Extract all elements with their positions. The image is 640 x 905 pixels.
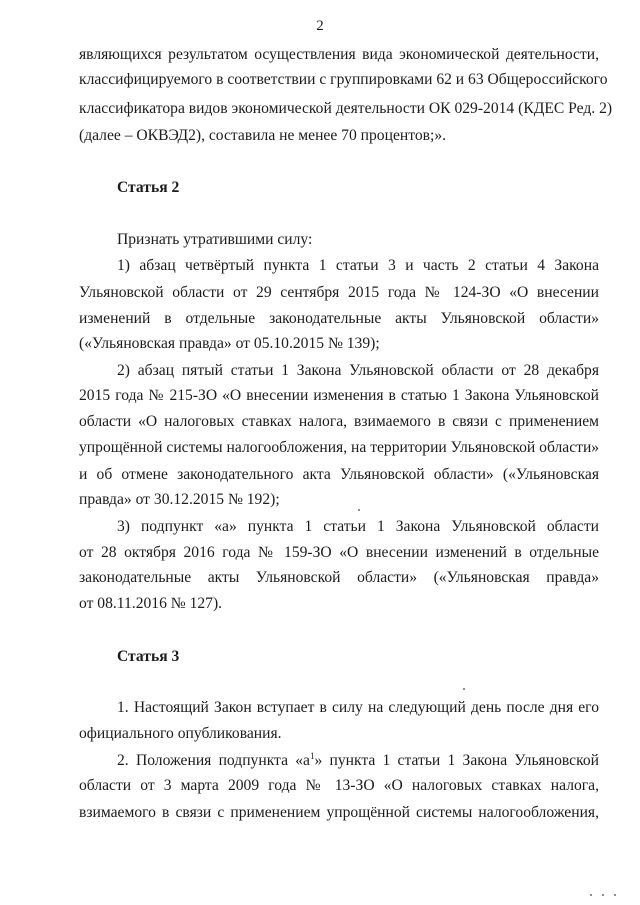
article-3-heading: Статья 3 (117, 648, 180, 665)
text-line: Ульяновской области от 29 сентября 2015 года № 124-ЗО «О внесении (79, 284, 599, 301)
article-2-heading: Статья 2 (117, 179, 180, 196)
text-line: изменений в отдельные законодательные акты Ульяновской области» (79, 310, 599, 327)
text-line: и об отмене законодательного акта Ульяновской области» («Ульяновская (79, 466, 599, 483)
text-line: 2) абзац пятый статьи 1 Закона Ульяновской области от 28 декабря (117, 362, 599, 379)
text-line: области от 3 марта 2009 года № 13-ЗО «О налоговых ставках налога, (79, 777, 599, 794)
scan-speck (358, 509, 360, 511)
text-line: 1) абзац четвёртый пункта 1 статьи 3 и часть 2 статьи 4 Закона (117, 257, 599, 274)
text-line: 3) подпункт «а» пункта 1 статьи 1 Закона Ульяновской области (117, 518, 599, 535)
page-number: 2 (316, 18, 324, 34)
text-line (117, 751, 599, 771)
text-line: взимаемого в связи с применением упрощённой системы налогообложения, (79, 804, 599, 821)
superscript: 1 (309, 750, 315, 761)
scan-speck (602, 894, 604, 896)
text-line: от 28 октября 2016 года № 159-ЗО «О внесении изменений в отдельные (79, 544, 599, 561)
text-line: упрощённой системы налогообложения, на территории Ульяновской области» (79, 439, 600, 456)
text-line: правда» от 30.12.2015 № 192); (79, 491, 280, 508)
text-line: 1. Настоящий Закон вступает в силу на следующий день после дня его (117, 699, 599, 716)
article-2-lead: Признать утратившими силу: (117, 231, 313, 248)
text-line: («Ульяновская правда» от 05.10.2015 № 139); (79, 335, 380, 352)
scan-speck (590, 894, 592, 896)
text-line: от 08.11.2016 № 127). (79, 595, 223, 612)
text-line: являющихся результатом осуществления вида экономической деятельности, (79, 46, 599, 63)
scan-speck (614, 894, 616, 896)
text-line: законодательные акты Ульяновской области» («Ульяновская правда» (79, 569, 599, 586)
text-fragment: » пункта 1 статьи 1 Закона Ульяновской (314, 752, 599, 769)
text-line: области «О налоговых ставках налога, взимаемого в связи с применением (79, 413, 599, 430)
text-fragment: 2. Положения подпункта «а (117, 752, 310, 769)
text-line: классифицируемого в соответствии с группировками 62 и 63 Общероссийского (79, 71, 608, 88)
text-line: классификатора видов экономической деятельности ОК 029-2014 (КДЕС Ред. 2) (79, 100, 613, 117)
text-line: 2015 года № 215-ЗО «О внесении изменения в статью 1 Закона Ульяновской (79, 387, 599, 404)
text-line: официального опубликования. (79, 725, 282, 742)
text-line: (далее – ОКВЭД2), составила не менее 70 процентов;». (79, 127, 447, 144)
scan-speck (463, 688, 465, 690)
